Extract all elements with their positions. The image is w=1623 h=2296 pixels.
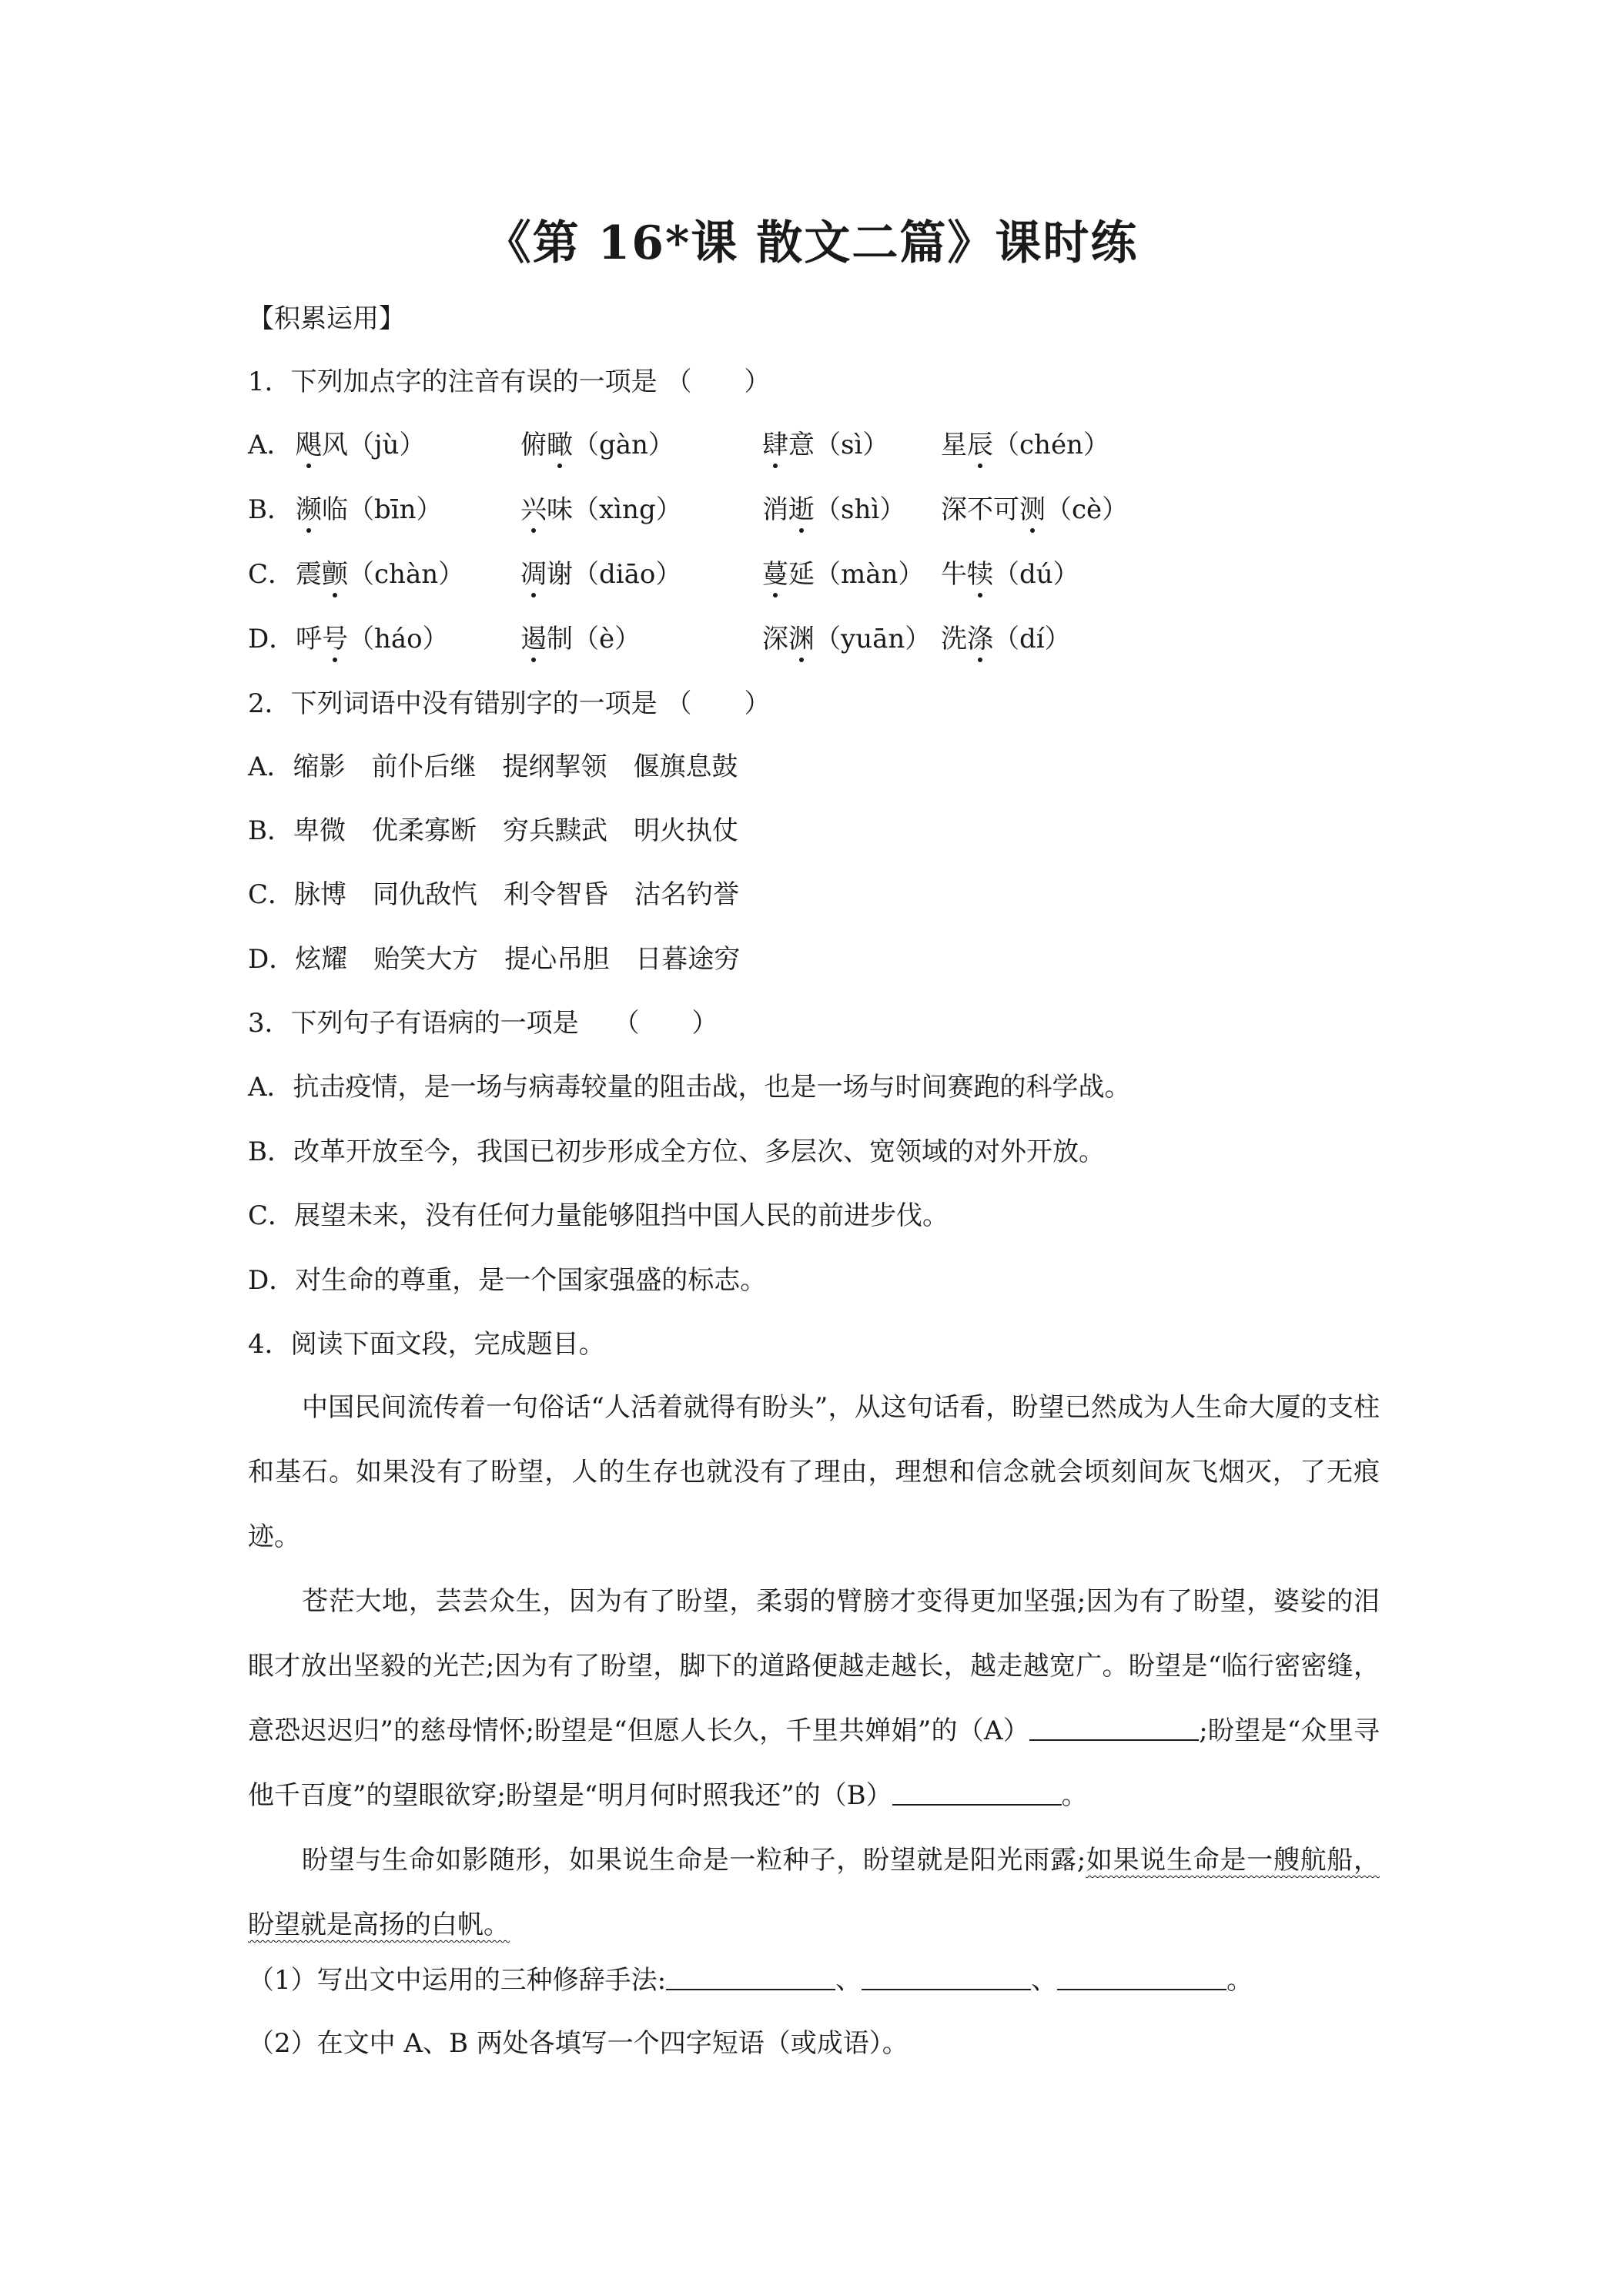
section-heading: 【积累运用】: [248, 303, 405, 334]
pinyin-item: 牛犊（dú）: [941, 559, 1079, 590]
pinyin-item: 飓风（jù）: [296, 430, 426, 460]
emphasis-dot-character: 遏: [520, 624, 547, 654]
question-4-stem: 4．阅读下面文段，完成题目。: [248, 1329, 605, 1360]
page-title: 《第 16*课 散文二篇》课时练: [484, 216, 1139, 270]
question-3-option-c: C．展望未来，没有任何力量能够阻挡中国人民的前进步伐。: [248, 1200, 949, 1231]
passage-paragraph-3-text: 盼望与生命如影随形，如果说生命是一粒种子，盼望就是阳光雨露;: [302, 1845, 1086, 1876]
emphasis-dot-character: 渊: [788, 624, 815, 654]
pinyin-item: 蔓延（màn）: [762, 559, 925, 590]
question-3-option-d: D．对生命的尊重，是一个国家强盛的标志。: [248, 1265, 767, 1296]
passage-paragraph-2: [248, 1569, 1380, 1828]
option-label: A．: [248, 430, 293, 460]
pinyin-item: 兴味（xìng）: [520, 494, 682, 525]
question-3-stem: 3．下列句子有语病的一项是 （ ）: [248, 1008, 718, 1039]
emphasis-dot-character: 兴: [520, 494, 547, 525]
passage-paragraph-2-text-a: 苍茫大地，芸芸众生，因为有了盼望，柔弱的臂膀才变得更加坚强;因为有了盼望，婆娑的泪眼才放出坚毅的光芒;因为有了盼望，脚下的道路便越走越长，越走越宽广。盼望是“临行密密缝，意恐迟迟归”的慈母情怀;盼望是“但愿人长久，千里共婵娟”的（A）: [248, 1586, 1380, 1746]
emphasis-dot-character: 犊: [967, 559, 993, 590]
passage-paragraph-1: 中国民间流传着一句俗话“人活着就得有盼头”，从这句话看，盼望已然成为人生命大厦的支柱和基石。如果没有了盼望，人的生存也就没有了理由，理想和信念就会顷刻间灰飞烟灭，了无痕迹。: [248, 1392, 1380, 1552]
emphasis-dot-character: 蔓: [762, 559, 788, 590]
emphasis-dot-character: 凋: [520, 559, 547, 590]
rhetoric-blank-2[interactable]: [862, 1966, 1031, 1990]
sub-question-1: [248, 1963, 1253, 1997]
emphasis-dot-character: 逝: [788, 494, 815, 525]
rhetoric-blank-1[interactable]: [666, 1966, 835, 1990]
question-2-option-d: D．炫耀 贻笑大方 提心吊胆 日暮途穷: [248, 944, 741, 975]
separator: 、: [1031, 1965, 1058, 1996]
pinyin-item: 深渊（yuān）: [762, 624, 932, 654]
question-3-option-b: B．改革开放至今，我国已初步形成全方位、多层次、宽领域的对外开放。: [248, 1136, 1105, 1167]
passage-paragraph-2-text-b: ;盼望是“众里寻他千百度”的望眼欲穿;盼望是“明月何时照我还”的（B）: [248, 1715, 1380, 1811]
question-3-option-a: A．抗击疫情，是一场与病毒较量的阻击战，也是一场与时间赛跑的科学战。: [248, 1072, 1131, 1103]
option-label: B．: [248, 494, 293, 525]
pinyin-item: 濒临（bīn）: [296, 494, 443, 525]
pinyin-item: 深不可测（cè）: [941, 494, 1129, 525]
blank-a[interactable]: [1029, 1716, 1199, 1741]
emphasis-dot-character: 号: [322, 624, 348, 654]
question-2-option-a: A．缩影 前仆后继 提纲挈领 偃旗息鼓: [248, 751, 738, 782]
pinyin-item: 星辰（chén）: [941, 430, 1109, 460]
pinyin-item: 洗涤（dí）: [941, 624, 1071, 654]
question-2-stem: 2．下列词语中没有错别字的一项是 （ ）: [248, 688, 771, 719]
passage-paragraph-2-text-c: 。: [1061, 1780, 1088, 1811]
emphasis-dot-character: 测: [1019, 494, 1046, 525]
question-2-option-c: C．脉博 同仇敌忾 利令智昏 沽名钓誉: [248, 879, 740, 910]
pinyin-item: 俯瞰（gàn）: [520, 430, 674, 460]
rhetoric-blank-3[interactable]: [1057, 1966, 1226, 1990]
separator: 、: [835, 1965, 862, 1996]
emphasis-dot-character: 颤: [322, 559, 348, 590]
pinyin-item: 消逝（shì）: [762, 494, 906, 525]
pinyin-item: 凋谢（diāo）: [520, 559, 682, 590]
option-label: D．: [248, 624, 296, 654]
blank-b[interactable]: [892, 1781, 1062, 1806]
question-2-option-b: B．卑微 优柔寡断 穷兵黩武 明火执仗: [248, 815, 738, 846]
pinyin-item: 肆意（sì）: [762, 430, 889, 460]
emphasis-dot-character: 肆: [762, 430, 788, 460]
emphasis-dot-character: 涤: [967, 624, 993, 654]
period: 。: [1226, 1965, 1253, 1996]
sub-question-1-text: （1）写出文中运用的三种修辞手法:: [248, 1965, 667, 1996]
question-1-stem: 1．下列加点字的注音有误的一项是 （ ）: [248, 366, 771, 397]
pinyin-item: 震颤（chàn）: [296, 559, 465, 590]
emphasis-dot-character: 辰: [967, 430, 993, 460]
emphasis-dot-character: 瞰: [547, 430, 573, 460]
sub-question-2: （2）在文中 A、B 两处各填写一个四字短语（或成语）。: [248, 2028, 909, 2059]
emphasis-dot-character: 濒: [296, 494, 322, 525]
option-label: C．: [248, 559, 295, 590]
emphasis-dot-character: 飓: [296, 430, 322, 460]
pinyin-item: 遏制（è）: [520, 624, 641, 654]
passage-paragraph-3: [248, 1828, 1380, 1957]
wavy-underlined-sentence: 如果说生命是一艘航船，盼望就是高扬的白帆。: [248, 1845, 1380, 1940]
pinyin-item: 呼号（háo）: [296, 624, 449, 654]
